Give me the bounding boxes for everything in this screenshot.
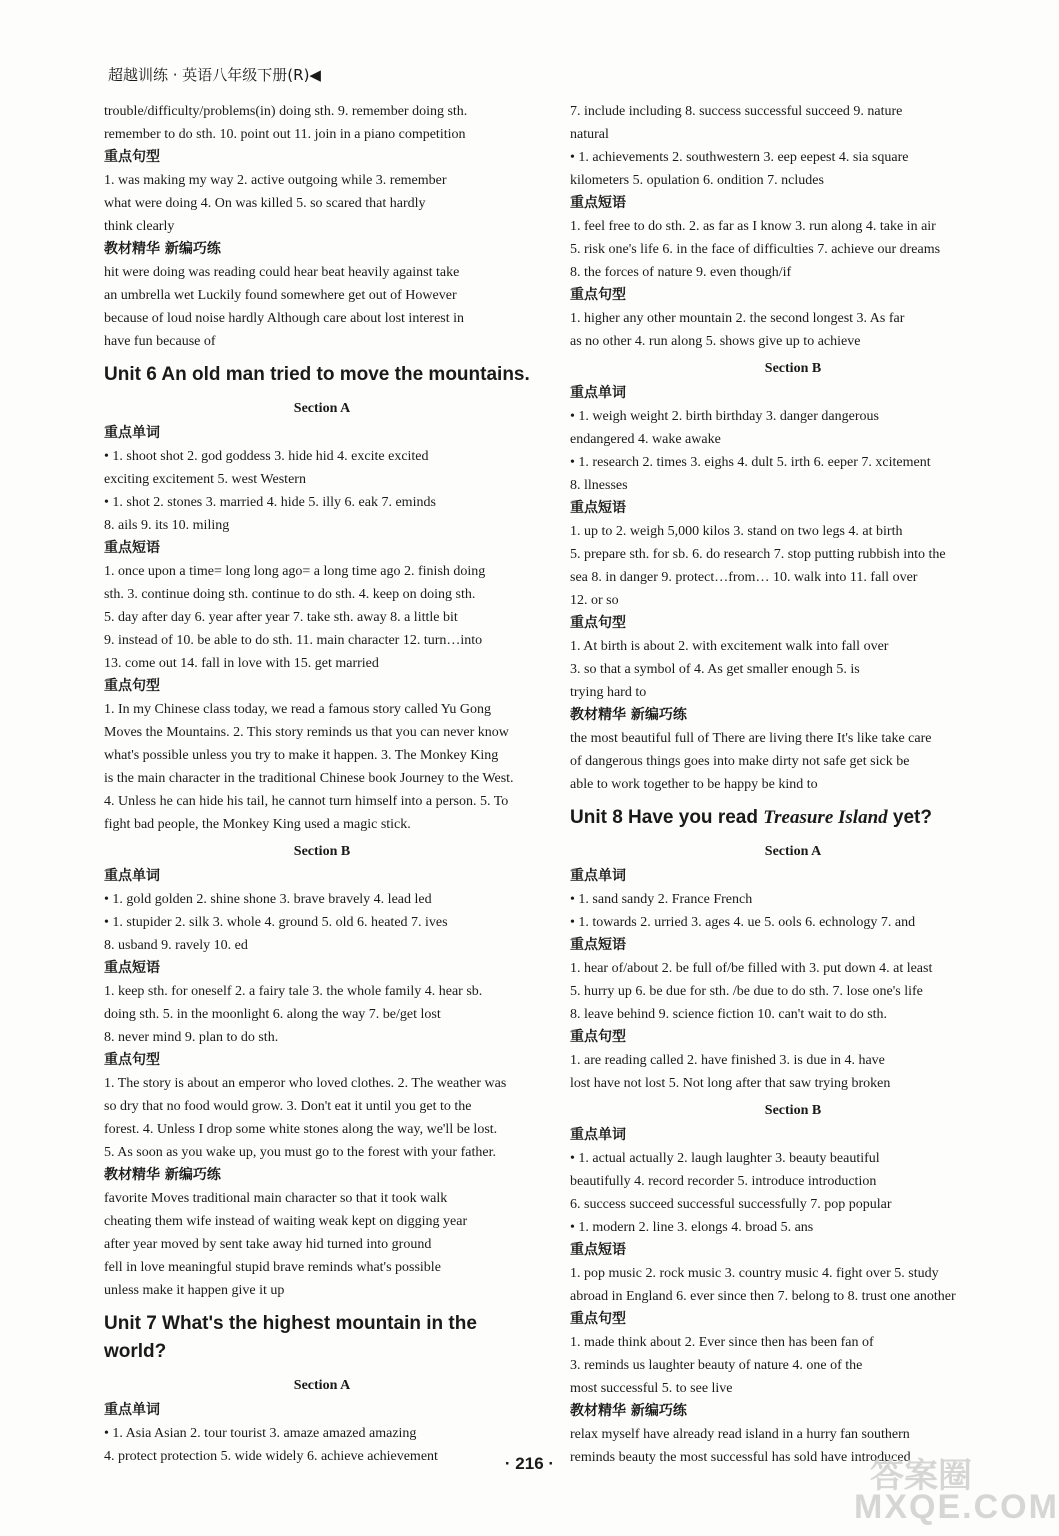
answer-line: 1. are reading called 2. have finished 3. is due in 4. have [570,1053,885,1068]
answer-line: have fun because of [104,334,216,349]
section-label: Section A [764,844,822,859]
answer-line: exciting excitement 5. west Western [104,472,306,487]
answer-line: 5. hurry up 6. be due for sth. /be due to do sth. 7. lose one's life [570,984,923,999]
answer-line: 8. never mind 9. plan to do sth. [104,1030,279,1045]
answer-line: 9. instead of 10. be able to do sth. 11. main character 12. turn…into [104,633,483,648]
answer-line: 3. reminds us laughter beauty of nature 4. one of the [570,1358,863,1373]
answer-line: 1. At birth is about 2. with excitement walk into fall over [570,639,889,654]
section-heading: 教材精华 新编巧练 [104,1167,221,1183]
answer-line: favorite Moves traditional main character so that it took walk [104,1191,448,1206]
section-label: Section B [764,1103,822,1118]
answer-line: 4. Unless he can hide his tail, he cannot turn himself into a person. 5. To [104,794,509,809]
section-heading: 重点单词 [570,868,626,884]
section-heading: 教材精华 新编巧练 [570,707,687,723]
section-label: Section B [764,361,822,376]
section-heading: 重点单词 [104,425,160,441]
answer-line: fell in love meaningful stupid brave reminds what's possible [104,1260,441,1275]
answer-line: relax myself have already read island in a hurry fan southern [570,1427,910,1442]
answer-line: 7. include including 8. success successful succeed 9. nature [570,104,903,119]
answer-line: so dry that no food would grow. 3. Don't eat it until you get to the [104,1099,472,1114]
unit-title [104,1310,540,1366]
answer-line: 8. usband 9. ravely 10. ed [104,938,248,953]
answer-line: kilometers 5. opulation 6. ondition 7. ncludes [570,173,824,188]
answer-line: • 1. weigh weight 2. birth birthday 3. danger dangerous [570,409,879,424]
answer-line: • 1. research 2. times 3. eighs 4. dult 5. irth 6. eeper 7. xcitement [570,455,931,470]
answer-line: 1. was making my way 2. active outgoing while 3. remember [104,173,447,188]
answer-line: 8. llnesses [570,478,628,493]
unit-title [104,361,540,389]
section-heading: 重点句型 [104,149,160,165]
answer-line: think clearly [104,219,175,234]
section-label: Section A [293,401,351,416]
answer-line: is the main character in the traditional Chinese book Journey to the West. [104,771,514,786]
section-heading: 重点句型 [570,1029,626,1045]
answer-line: 5. risk one's life 6. in the face of difficulties 7. achieve our dreams [570,242,941,257]
answer-line: 1. up to 2. weigh 5,000 kilos 3. stand on two legs 4. at birth [570,524,903,539]
section-heading: 重点单词 [570,1127,626,1143]
unit-title-text: Unit 7 What's the highest mountain in the world? [104,1313,477,1362]
answer-line: the most beautiful full of There are living there It's like take care [570,731,932,746]
section-label: Section B [293,844,351,859]
answer-line: 8. leave behind 9. science fiction 10. can't wait to do sth. [570,1007,888,1022]
answer-line: forest. 4. Unless I drop some white stones along the way, we'll be lost. [104,1122,498,1137]
book-title: Treasure Island [763,807,888,828]
answer-line: most successful 5. to see live [570,1381,733,1396]
answer-line: 12. or so [570,593,619,608]
section-heading: 教材精华 新编巧练 [104,241,221,257]
answer-line: beautifully 4. record recorder 5. introduce introduction [570,1174,877,1189]
answer-line: • 1. achievements 2. southwestern 3. eep eepest 4. sia square [570,150,909,165]
answer-line: • 1. stupider 2. silk 3. whole 4. ground 5. old 6. heated 7. ives [104,915,448,930]
answer-line: 1. The story is about an emperor who loved clothes. 2. The weather was [104,1076,507,1091]
answer-line: 13. come out 14. fall in love with 15. get married [104,656,379,671]
section-heading: 重点单词 [104,868,160,884]
section-heading: 重点短语 [570,195,626,211]
answer-line: as no other 4. run along 5. shows give up to achieve [570,334,861,349]
answer-line: Moves the Mountains. 2. This story reminds us that you can never know [104,725,509,740]
section-heading: 重点短语 [570,500,626,516]
answer-line: trouble/difficulty/problems(in) doing sth. 9. remember doing sth. [104,104,468,119]
answer-line: unless make it happen give it up [104,1283,285,1298]
answer-line: after year moved by sent take away hid turned into ground [104,1237,432,1252]
answer-line: • 1. modern 2. line 3. elongs 4. broad 5. ans [570,1220,814,1235]
answer-line: natural [570,127,609,142]
watermark-top: 答案圈 [870,1456,972,1496]
answer-line: • 1. Asia Asian 2. tour tourist 3. amaze amazed amazing [104,1426,417,1441]
section-heading: 重点句型 [104,1052,160,1068]
answer-line: • 1. sand sandy 2. France French [570,892,753,907]
answer-line: 5. prepare sth. for sb. 6. do research 7. stop putting rubbish into the [570,547,946,562]
answer-line: 4. protect protection 5. wide widely 6. achieve achievement [104,1449,438,1464]
section-heading: 重点短语 [104,960,160,976]
answer-line: 5. day after day 6. year after year 7. take sth. away 8. a little bit [104,610,458,625]
answer-line: 1. feel free to do sth. 2. as far as I know 3. run along 4. take in air [570,219,936,234]
answer-line: sea 8. in danger 9. protect…from… 10. walk into 11. fall over [570,570,918,585]
unit-title-tail: yet? [887,807,932,828]
answer-line: 8. ails 9. its 10. miling [104,518,230,533]
answer-line: able to work together to be happy be kind to [570,777,818,792]
section-heading: 重点短语 [570,937,626,953]
answer-line: fight bad people, the Monkey King used a magic stick. [104,817,411,832]
right-column [570,100,1016,1469]
answer-line: sth. 3. continue doing sth. continue to do sth. 4. keep on doing sth. [104,587,476,602]
answer-line: cheating them wife instead of waiting weak kept on digging year [104,1214,468,1229]
section-heading: 重点句型 [570,615,626,631]
section-heading: 重点短语 [104,540,160,556]
answer-line: lost have not lost 5. Not long after that saw trying broken [570,1076,891,1091]
answer-line: endangered 4. wake awake [570,432,721,447]
answer-line: what were doing 4. On was killed 5. so scared that hardly [104,196,426,211]
section-label: Section A [293,1378,351,1393]
unit-title-text: Unit 8 Have you read [570,807,764,828]
section-heading: 教材精华 新编巧练 [570,1403,687,1419]
answer-line: an umbrella wet Luckily found somewhere get out of However [104,288,457,303]
watermark-logo [850,1448,1059,1528]
answer-line: 1. once upon a time= long long ago= a long time ago 2. finish doing [104,564,486,579]
section-heading: 重点短语 [570,1242,626,1258]
answer-line: reminds beauty the most successful has sold have introduced [570,1450,911,1465]
unit-title-text: Unit 6 An old man tried to move the mountains. [104,364,530,385]
answer-line: 6. success succeed successful successfully 7. pop popular [570,1197,892,1212]
section-heading: 重点句型 [570,287,626,303]
answer-line: what's possible unless you try to make it happen. 3. The Monkey King [104,748,499,763]
answer-line: • 1. actual actually 2. laugh laughter 3. beauty beautiful [570,1151,880,1166]
answer-line: • 1. gold golden 2. shine shone 3. brave bravely 4. lead led [104,892,432,907]
watermark-bottom: MXQE.COM [854,1488,1059,1526]
answer-line: 5. As soon as you wake up, you must go to the forest with your father. [104,1145,496,1160]
answer-line: abroad in England 6. ever since then 7. belong to 8. trust one another [570,1289,956,1304]
answer-line: trying hard to [570,685,647,700]
section-heading: 重点句型 [570,1311,626,1327]
answer-line: 8. the forces of nature 9. even though/if [570,265,792,280]
answer-line: • 1. shot 2. stones 3. married 4. hide 5. illy 6. eak 7. eminds [104,495,436,510]
answer-line: hit were doing was reading could hear beat heavily against take [104,265,460,280]
answer-line: 1. keep sth. for oneself 2. a fairy tale 3. the whole family 4. hear sb. [104,984,483,999]
section-heading: 重点单词 [104,1402,160,1418]
answer-line: 3. so that a symbol of 4. As get smaller enough 5. is [570,662,860,677]
answer-line: 1. In my Chinese class today, we read a famous story called Yu Gong [104,702,491,717]
answer-line: 1. hear of/about 2. be full of/be filled with 3. put down 4. at least [570,961,933,976]
page-header: 超越训练 · 英语八年级下册(R)◀ [108,66,321,84]
answer-line: 1. higher any other mountain 2. the second longest 3. As far [570,311,905,326]
answer-line: 1. pop music 2. rock music 3. country music 4. fight over 5. study [570,1266,939,1281]
section-heading: 重点句型 [104,678,160,694]
answer-line: because of loud noise hardly Although care about lost interest in [104,311,465,326]
section-heading: 重点单词 [570,385,626,401]
answer-line: of dangerous things goes into make dirty not safe get sick be [570,754,910,769]
answer-line: • 1. shoot shot 2. god goddess 3. hide hid 4. excite excited [104,449,429,464]
page-number: · 216 · [504,1454,555,1473]
left-column [104,100,540,1468]
answer-line: 1. made think about 2. Ever since then has been fan of [570,1335,874,1350]
answer-line: • 1. towards 2. urried 3. ages 4. ue 5. ools 6. echnology 7. and [570,915,916,930]
unit-title [570,804,1016,832]
answer-line: doing sth. 5. in the moonlight 6. along the way 7. be/get lost [104,1007,441,1022]
answer-line: remember to do sth. 10. point out 11. join in a piano competition [104,127,466,142]
